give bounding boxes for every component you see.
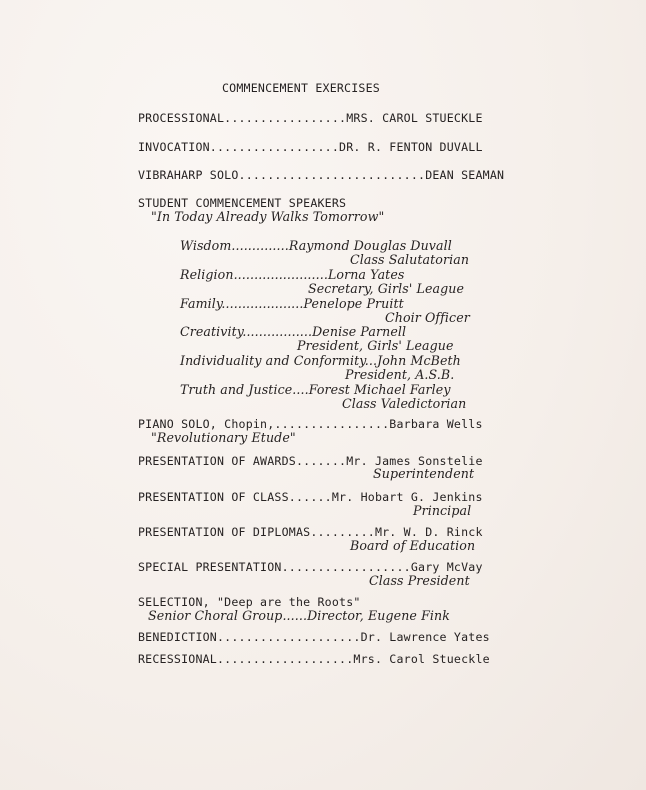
speaker-wisdom: Wisdom..............Raymond Douglas Duvall <box>180 238 452 253</box>
piano-solo-piece: "Revolutionary Etude" <box>151 430 296 445</box>
speakers-heading: STUDENT COMMENCEMENT SPEAKERS <box>138 196 347 210</box>
class-presentation-role: Principal <box>413 503 472 518</box>
diplomas-role: Board of Education <box>350 538 476 553</box>
page-title: COMMENCEMENT EXERCISES <box>222 81 380 95</box>
speaker-creativity-role: President, Girls' League <box>297 338 454 353</box>
speaker-family-role: Choir Officer <box>385 310 470 325</box>
benediction-line: BENEDICTION....................Dr. Lawrence Yates <box>138 630 490 644</box>
invocation-line: INVOCATION..................DR. R. FENTON DUVALL <box>138 140 483 154</box>
speaker-truth: Truth and Justice....Forest Michael Farley <box>180 382 451 397</box>
class-presentation-line: PRESENTATION OF CLASS......Mr. Hobart G. Jenkins <box>138 490 483 504</box>
awards-line: PRESENTATION OF AWARDS.......Mr. James Sonstelie <box>138 454 483 468</box>
speaker-truth-role: Class Valedictorian <box>342 396 467 411</box>
speaker-wisdom-role: Class Salutatorian <box>350 252 470 267</box>
speaker-religion: Religion.......................Lorna Yates <box>180 267 405 282</box>
special-presentation-line: SPECIAL PRESENTATION..................Gary McVay <box>138 560 483 574</box>
vibraharp-solo-line: VIBRAHARP SOLO..........................DEAN SEAMAN <box>138 168 505 182</box>
speaker-religion-role: Secretary, Girls' League <box>308 281 465 296</box>
speaker-creativity: Creativity.................Denise Parnell <box>180 324 407 339</box>
recessional-line: RECESSIONAL...................Mrs. Carol Stueckle <box>138 652 490 666</box>
speaker-family: Family....................Penelope Pruitt <box>180 296 404 311</box>
speaker-individuality-role: President, A.S.B. <box>345 367 455 382</box>
piano-solo-line: PIANO SOLO, Chopin,................Barbara Wells <box>138 417 483 431</box>
speakers-theme: "In Today Already Walks Tomorrow" <box>151 209 385 224</box>
awards-role: Superintendent <box>373 466 475 481</box>
processional-line: PROCESSIONAL.................MRS. CAROL STUECKLE <box>138 111 483 125</box>
speaker-individuality: Individuality and Conformity...John McBeth <box>180 353 461 368</box>
selection-group: Senior Choral Group......Director, Eugene Fink <box>148 608 450 623</box>
special-presentation-role: Class President <box>369 573 470 588</box>
selection-line: SELECTION, "Deep are the Roots" <box>138 595 361 609</box>
diplomas-line: PRESENTATION OF DIPLOMAS.........Mr. W. D. Rinck <box>138 525 483 539</box>
